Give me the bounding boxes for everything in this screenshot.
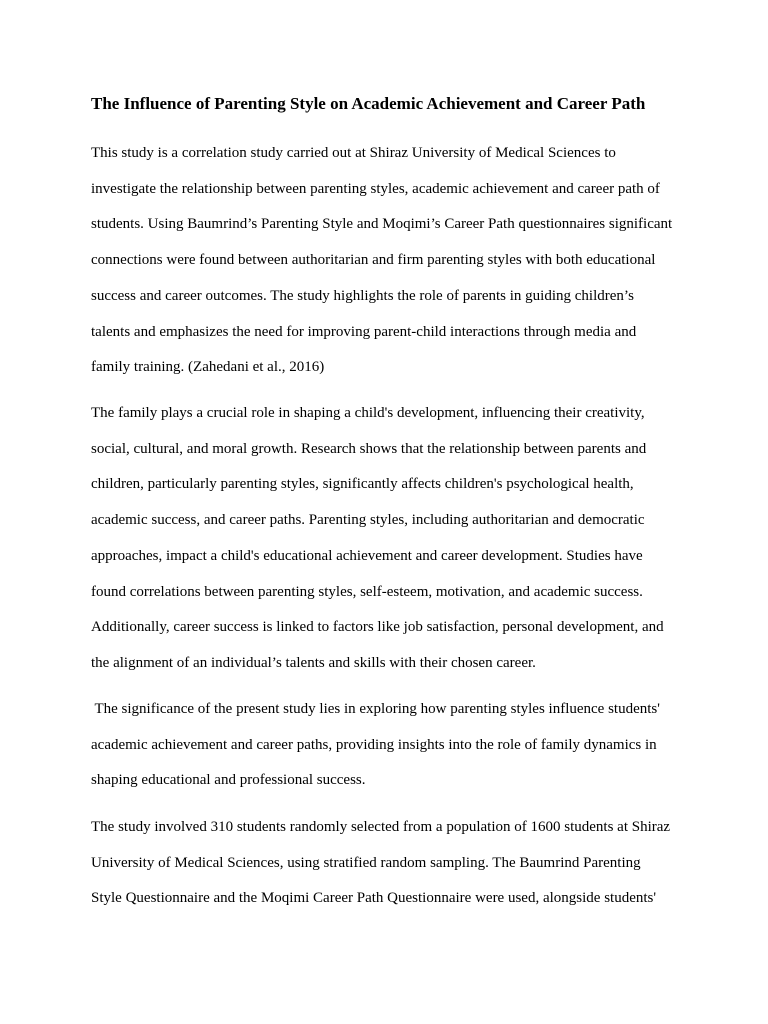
text-line: investigate the relationship between parenting styles, academic achievement and career path of xyxy=(91,180,660,197)
text-line: This study is a correlation study carried out at Shiraz University of Medical Sciences to xyxy=(91,145,616,161)
text-line: academic achievement and career paths, providing insights into the role of family dynamics in xyxy=(91,736,657,753)
text-line: family training. (Zahedani et al., 2016) xyxy=(91,359,325,376)
text-line: The significance of the present study lies in exploring how parenting styles influence students' xyxy=(91,701,660,717)
text-line: Style Questionnaire and the Moqimi Career Path Questionnaire were used, alongside students' xyxy=(91,890,657,907)
text-line: talents and emphasizes the need for improving parent-child interactions through media and xyxy=(91,323,637,340)
text-line: students. Using Baumrind’s Parenting Style and Moqimi’s Career Path questionnaires significant xyxy=(91,216,673,233)
document-title: The Influence of Parenting Style on Academic Achievement and Career Path xyxy=(91,94,646,113)
text-line: the alignment of an individual’s talents and skills with their chosen career. xyxy=(91,654,536,671)
text-line: children, particularly parenting styles, significantly affects children's psychological health, xyxy=(91,476,634,493)
text-line: University of Medical Sciences, using stratified random sampling. The Baumrind Parenting xyxy=(91,854,641,871)
text-line: Additionally, career success is linked to factors like job satisfaction, personal development, and xyxy=(91,619,664,636)
text-line: found correlations between parenting styles, self-esteem, motivation, and academic success. xyxy=(91,583,643,600)
paragraph-background xyxy=(91,396,691,682)
text-line: shaping educational and professional success. xyxy=(91,772,366,789)
text-line: approaches, impact a child's educational achievement and career development. Studies have xyxy=(91,547,643,564)
text-line: social, cultural, and moral growth. Research shows that the relationship between parents and xyxy=(91,440,647,457)
text-line: academic success, and career paths. Parenting styles, including authoritarian and democratic xyxy=(91,512,645,529)
text-line: The family plays a crucial role in shaping a child's development, influencing their creativity, xyxy=(91,405,645,421)
paragraph-significance xyxy=(91,692,691,799)
text-line: connections were found between authoritarian and firm parenting styles with both educational xyxy=(91,252,656,269)
text-line: The study involved 310 students randomly selected from a population of 1600 students at Shiraz xyxy=(91,819,671,835)
paragraph-abstract xyxy=(91,136,691,386)
paragraph-method xyxy=(91,810,691,917)
text-line: success and career outcomes. The study highlights the role of parents in guiding children’s xyxy=(91,287,634,304)
